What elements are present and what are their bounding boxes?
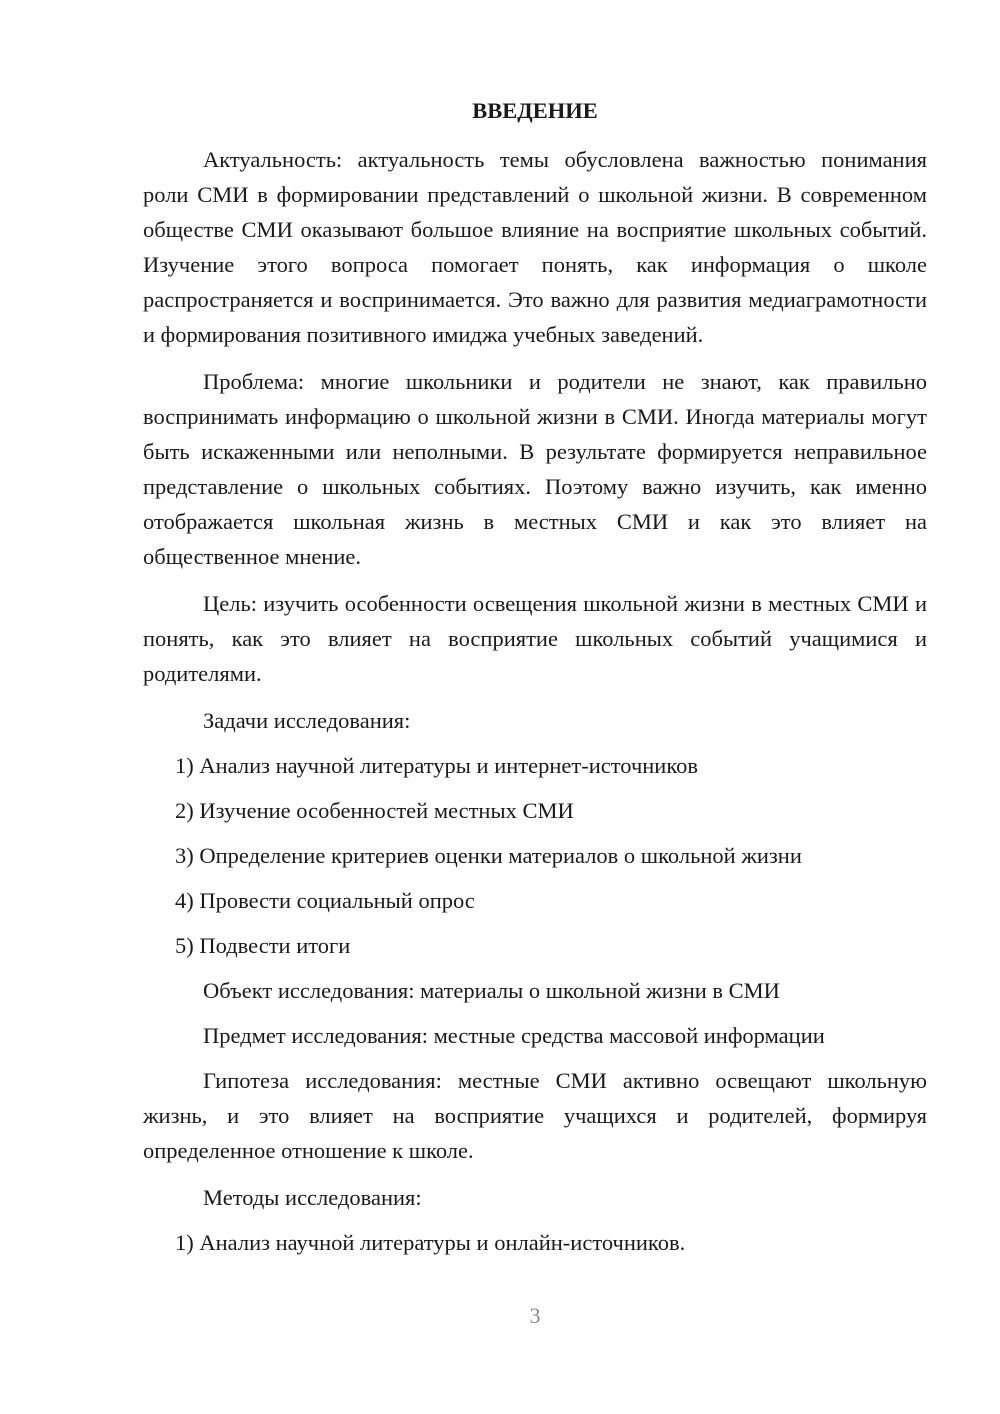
page-title: ВВЕДЕНИЕ xyxy=(472,98,598,123)
task-item: 5) Подвести итоги xyxy=(175,933,351,958)
problem-paragraph: Проблема: многие школьники и родители не знают, как правильно воспринимать информацию о школьной жизни в СМИ. Иногда материалы могут быть искаженными или неполными. В результате формируется неправильное представление о школьных событиях. Поэтому важно изучить, как именно отображается школьная жизнь в местных СМИ и как это влияет на общественное мнение. xyxy=(143,369,927,569)
document-page xyxy=(143,93,927,1270)
goal-paragraph: Цель: изучить особенности освещения школьной жизни в местных СМИ и понять, как это влияет на восприятие школьных событий учащимися и родителями. xyxy=(143,591,927,686)
task-item: 1) Анализ научной литературы и интернет-источников xyxy=(175,753,699,778)
tasks-heading: Задачи исследования: xyxy=(203,708,411,733)
research-object: Объект исследования: материалы о школьной жизни в СМИ xyxy=(203,978,780,1003)
method-item: 1) Анализ научной литературы и онлайн-источников. xyxy=(175,1230,686,1255)
task-item: 4) Провести социальный опрос xyxy=(175,888,475,913)
task-item: 3) Определение критериев оценки материалов о школьной жизни xyxy=(175,843,802,868)
page-number: 3 xyxy=(529,1303,541,1328)
task-item: 2) Изучение особенностей местных СМИ xyxy=(175,798,574,823)
hypothesis-paragraph: Гипотеза исследования: местные СМИ активно освещают школьную жизнь, и это влияет на восприятие учащихся и родителей, формируя определенное отношение к школе. xyxy=(143,1068,927,1163)
relevance-paragraph: Актуальность: актуальность темы обусловлена важностью понимания роли СМИ в формировании представлений о школьной жизни. В современном обществе СМИ оказывают большое влияние на восприятие школьных событий. Изучение этого вопроса помогает понять, как информация о школе распространяется и воспринимается. Это важно для развития медиаграмотности и формирования позитивного имиджа учебных заведений. xyxy=(143,147,927,347)
research-subject: Предмет исследования: местные средства массовой информации xyxy=(203,1023,825,1048)
methods-heading: Методы исследования: xyxy=(203,1185,422,1210)
